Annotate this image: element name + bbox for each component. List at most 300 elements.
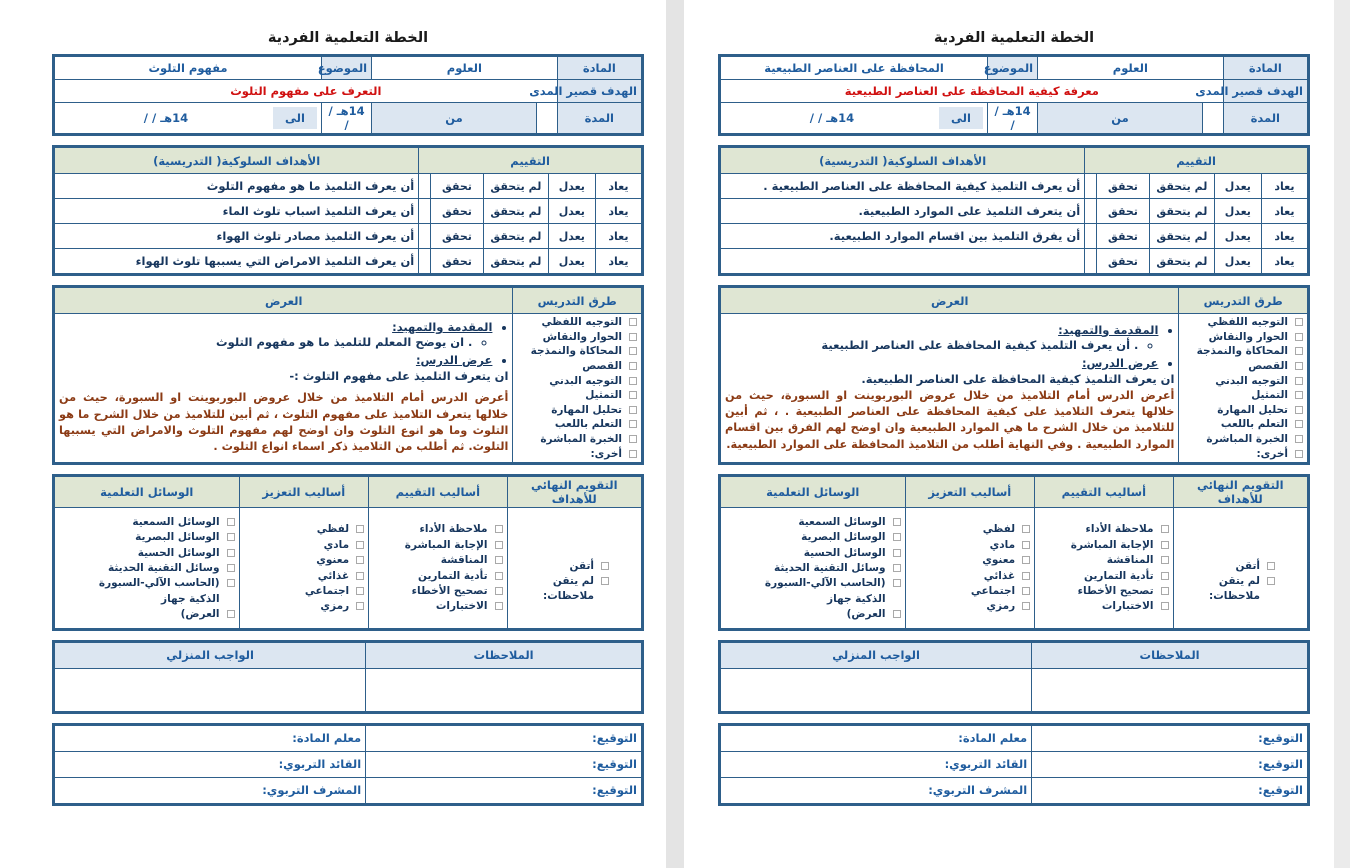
objective-text[interactable]: أن يعرف التلميذ اسباب تلوث الماء: [54, 199, 419, 224]
checkbox-placeholder: [1267, 592, 1275, 600]
checkbox-icon[interactable]: [893, 549, 901, 557]
objective-text[interactable]: أن يفرق التلميذ بين اقسام الموارد الطبيعية.: [720, 224, 1085, 249]
topic-value[interactable]: المحافظة على العناصر الطبيعية: [720, 56, 988, 80]
eval-modify-cell[interactable]: يعدل: [548, 174, 595, 199]
checkbox-icon[interactable]: [1161, 525, 1169, 533]
lesson-bullet-list: [59, 353, 508, 367]
checkbox-icon[interactable]: [1295, 362, 1303, 370]
teaching-method-option[interactable]: [1183, 359, 1303, 374]
eval-repeat-cell[interactable]: يعاد: [1261, 199, 1308, 224]
teaching-aid-option-label: (الحاسب الآلي-السبورة: [764, 577, 886, 590]
eval-not-done-cell[interactable]: لم يتحقق: [484, 224, 549, 249]
checkbox-icon[interactable]: [495, 602, 503, 610]
signature-table: [718, 723, 1310, 806]
table-row: [720, 249, 1309, 275]
teaching-aid-option[interactable]: [725, 529, 901, 544]
final-evaluation-option-label: لم يتقن: [552, 574, 594, 587]
checkbox-icon[interactable]: [629, 377, 637, 385]
eval-done-cell[interactable]: تحقق: [1097, 224, 1150, 249]
checkbox-icon[interactable]: [1022, 572, 1030, 580]
eval-spacer: [1085, 199, 1097, 224]
reinforcement-option[interactable]: [910, 599, 1031, 614]
checkbox-icon[interactable]: [629, 362, 637, 370]
assessment-option[interactable]: [373, 522, 502, 537]
checkbox-icon[interactable]: [1022, 525, 1030, 533]
assessment-option[interactable]: [373, 537, 502, 552]
final-evaluation-option[interactable]: [1178, 558, 1303, 573]
assessment-option[interactable]: [1039, 583, 1168, 598]
eval-done-cell[interactable]: تحقق: [431, 199, 484, 224]
teaching-method-option[interactable]: [517, 344, 637, 359]
final-evaluation-header: التقويم النهائي للأهداف: [1173, 475, 1308, 507]
assessment-option[interactable]: [1039, 568, 1168, 583]
eval-done-cell[interactable]: تحقق: [1097, 249, 1150, 275]
objective-text[interactable]: أن يعرف التلميذ الامراض التي يسببها تلوث الهواء: [54, 249, 419, 275]
homework-block: [718, 640, 1310, 714]
header-info-table: [718, 54, 1310, 136]
assessment-option[interactable]: [373, 599, 502, 614]
eval-modify-cell[interactable]: يعدل: [548, 224, 595, 249]
signature-role: القائد التربوي:: [54, 751, 366, 777]
assessment-option-label: تأدية التمارين: [418, 569, 488, 582]
table-row: [54, 147, 643, 174]
assessment-option-label: الاختبارات: [435, 600, 488, 613]
eval-not-done-cell[interactable]: لم يتحقق: [1150, 249, 1215, 275]
teaching-method-option[interactable]: [1183, 315, 1303, 330]
lesson-heading: • عرض الدرس:: [59, 353, 492, 367]
duration-to-label: الى: [939, 107, 983, 129]
checkbox-icon[interactable]: [1295, 377, 1303, 385]
signature-field[interactable]: التوقيع:: [1032, 751, 1309, 777]
teaching-method-option[interactable]: [517, 315, 637, 330]
table-row: [54, 475, 643, 507]
duration-to-cell: [720, 103, 988, 135]
table-row: [720, 751, 1309, 777]
final-evaluation-option-label: لم يتقن: [1218, 574, 1260, 587]
teaching-method-option[interactable]: [517, 388, 637, 403]
checkbox-icon[interactable]: [1161, 541, 1169, 549]
intro-heading: • المقدمة والتمهيد:: [725, 323, 1158, 337]
checkbox-icon[interactable]: [227, 610, 235, 618]
objectives-table: [52, 145, 644, 276]
checkbox-icon[interactable]: [1022, 587, 1030, 595]
objective-text[interactable]: أن يعرف التلميذ مصادر تلوث الهواء: [54, 224, 419, 249]
signature-field[interactable]: التوقيع:: [366, 777, 643, 804]
signature-field[interactable]: التوقيع:: [366, 751, 643, 777]
notes-input-area[interactable]: [366, 668, 643, 712]
assessment-option-label: الإجابة المباشرة: [404, 538, 488, 551]
lesson-bullet-list: [725, 356, 1174, 370]
signature-field[interactable]: التوقيع:: [1032, 777, 1309, 804]
duration-to-value[interactable]: 14هـ / /: [143, 111, 189, 125]
reinforcement-option[interactable]: [244, 537, 365, 552]
teaching-method-option-label: الخبرة المباشرة: [540, 433, 622, 446]
checkbox-icon[interactable]: [227, 549, 235, 557]
final-evaluation-option[interactable]: [1178, 589, 1303, 604]
teaching-aid-option[interactable]: [725, 560, 901, 575]
checkbox-icon[interactable]: [356, 602, 364, 610]
checkbox-icon[interactable]: [1295, 347, 1303, 355]
checkbox-icon[interactable]: [629, 333, 637, 341]
checkbox-icon[interactable]: [893, 518, 901, 526]
final-evaluation-list: [512, 558, 637, 604]
assessment-option[interactable]: [1039, 599, 1168, 614]
teaching-aid-option[interactable]: [59, 560, 235, 575]
notes-input-area[interactable]: [1032, 668, 1309, 712]
eval-repeat-cell[interactable]: يعاد: [595, 174, 642, 199]
table-row: [720, 777, 1309, 804]
objective-text[interactable]: [720, 249, 1085, 275]
teaching-method-option[interactable]: [1183, 417, 1303, 432]
duration-spacer: [1203, 103, 1224, 135]
reinforcement-option[interactable]: [910, 553, 1031, 568]
assessment-option-label: المناقشة: [440, 554, 488, 567]
final-evaluation-option-label: ملاحظات:: [543, 590, 594, 603]
teaching-aid-option-label: الوسائل البصرية: [801, 531, 886, 544]
means-table: [718, 474, 1310, 631]
topic-label: الموضوع: [988, 56, 1038, 80]
checkbox-placeholder: [893, 595, 901, 603]
eval-not-done-cell[interactable]: لم يتحقق: [484, 249, 549, 275]
teaching-method-option[interactable]: [1183, 403, 1303, 418]
final-evaluation-list: [1178, 558, 1303, 604]
final-evaluation-option[interactable]: [512, 589, 637, 604]
reinforcement-option-label: معنوي: [982, 554, 1016, 567]
intro-bullet-list: [725, 323, 1174, 337]
checkbox-icon[interactable]: [1295, 391, 1303, 399]
eval-repeat-cell[interactable]: يعاد: [595, 224, 642, 249]
teaching-aid-option[interactable]: [725, 514, 901, 529]
evaluation-header: التقييم: [1085, 147, 1309, 174]
checkbox-icon[interactable]: [1295, 450, 1303, 458]
teaching-method-option-label: القصص: [582, 360, 622, 373]
checkbox-icon[interactable]: [495, 541, 503, 549]
reinforcement-option[interactable]: [244, 583, 365, 598]
teaching-aid-option-label: وسائل التقنية الحديثة: [108, 561, 220, 574]
eval-spacer: [1085, 224, 1097, 249]
checkbox-icon[interactable]: [629, 420, 637, 428]
checkbox-icon[interactable]: [629, 406, 637, 414]
checkbox-icon[interactable]: [1267, 562, 1275, 570]
header-info-block: [718, 54, 1310, 136]
eval-repeat-cell[interactable]: يعاد: [595, 199, 642, 224]
eval-not-done-cell[interactable]: لم يتحقق: [1150, 199, 1215, 224]
assessment-option[interactable]: [373, 583, 502, 598]
table-row: [54, 724, 643, 751]
eval-modify-cell[interactable]: يعدل: [548, 199, 595, 224]
teaching-method-option-label: التمثيل: [1251, 389, 1288, 402]
reinforcement-option[interactable]: [244, 568, 365, 583]
table-row: [54, 80, 643, 103]
checkbox-icon[interactable]: [495, 572, 503, 580]
teaching-aid-option[interactable]: [59, 591, 235, 606]
short-goal-value[interactable]: معرفة كيفية المحافظة على العناصر الطبيعية: [720, 80, 1224, 103]
reinforcement-option[interactable]: [910, 583, 1031, 598]
eval-repeat-cell[interactable]: يعاد: [1261, 174, 1308, 199]
teaching-method-option-label: التمثيل: [585, 389, 622, 402]
reinforcement-option-label: غذائي: [983, 569, 1016, 582]
final-evaluation-cell: [507, 507, 642, 629]
teaching-method-option[interactable]: [517, 359, 637, 374]
evaluation-header: التقييم: [419, 147, 643, 174]
checkbox-placeholder: [601, 592, 609, 600]
presentation-content: [59, 320, 508, 456]
homework-header: الواجب المنزلي: [54, 641, 366, 668]
intro-bullet-list: [59, 320, 508, 334]
teaching-method-option[interactable]: [517, 446, 637, 461]
eval-not-done-cell[interactable]: لم يتحقق: [1150, 174, 1215, 199]
eval-spacer: [1085, 174, 1097, 199]
teaching-aid-option[interactable]: [59, 576, 235, 591]
teaching-aid-option-label: العرض): [846, 608, 886, 621]
teaching-method-option[interactable]: [1183, 432, 1303, 447]
reinforcement-option[interactable]: [244, 599, 365, 614]
teaching-method-option-label: تحليل المهارة: [551, 403, 622, 416]
checkbox-icon[interactable]: [1295, 406, 1303, 414]
final-evaluation-option[interactable]: [1178, 573, 1303, 588]
teaching-aid-option-label: الوسائل السمعية: [798, 515, 886, 528]
table-row: [720, 641, 1309, 668]
teaching-method-option[interactable]: [517, 330, 637, 345]
objectives-table: [718, 145, 1310, 276]
table-row: [54, 224, 643, 249]
checkbox-icon[interactable]: [1295, 435, 1303, 443]
teaching-method-option-label: التعلم باللعب: [554, 418, 622, 431]
teaching-aid-option-label: وسائل التقنية الحديثة: [774, 561, 886, 574]
topic-value[interactable]: مفهوم التلوث: [54, 56, 322, 80]
signature-role: معلم المادة:: [54, 724, 366, 751]
signature-role: القائد التربوي:: [720, 751, 1032, 777]
teaching-aid-option[interactable]: [725, 591, 901, 606]
reinforcement-methods-cell: [239, 507, 369, 629]
right-margin-strip: [1334, 0, 1350, 868]
teaching-method-option[interactable]: [517, 373, 637, 388]
checkbox-icon[interactable]: [893, 533, 901, 541]
checkbox-icon[interactable]: [893, 579, 901, 587]
teaching-method-option[interactable]: [517, 417, 637, 432]
final-evaluation-option[interactable]: [512, 573, 637, 588]
teaching-aid-option[interactable]: [59, 514, 235, 529]
checkbox-icon[interactable]: [1022, 602, 1030, 610]
checkbox-icon[interactable]: [629, 435, 637, 443]
subject-value[interactable]: العلوم: [1038, 56, 1224, 80]
presentation-table: [52, 285, 644, 465]
reinforcement-option[interactable]: [244, 522, 365, 537]
final-evaluation-option-label: ملاحظات:: [1209, 590, 1260, 603]
duration-from-value[interactable]: 14هـ / /: [322, 103, 372, 135]
checkbox-icon[interactable]: [1022, 541, 1030, 549]
teaching-methods-header: طرق التدريس: [513, 287, 643, 314]
assessment-option-label: الاختبارات: [1101, 600, 1154, 613]
lesson-paragraph: أعرض الدرس أمام التلاميذ من خلال عروض البوربوينت او السبورة، حيث من خلالها يتعرف التلاميذ على مفهوم التلوث ، ثم أبين للتلاميذ من خلال الشرح ما هو التلوث وما هو انوع التلوث وان اوضح لهم مفهوم التلوث والامراض التي يسببها التلوث. ثم أطلب من التلاميذ ذكر اسماء انواع التلوث .: [59, 391, 509, 454]
objectives-block: [52, 145, 644, 276]
teaching-aids-header: الوسائل التعلمية: [720, 475, 906, 507]
eval-not-done-cell[interactable]: لم يتحقق: [484, 199, 549, 224]
reinforcement-methods-header: أساليب التعزيز: [905, 475, 1035, 507]
checkbox-icon[interactable]: [629, 450, 637, 458]
checkbox-icon[interactable]: [601, 577, 609, 585]
teaching-aid-option-label: الوسائل البصرية: [135, 531, 220, 544]
teaching-method-option[interactable]: [1183, 446, 1303, 461]
eval-modify-cell[interactable]: يعدل: [1214, 199, 1261, 224]
checkbox-icon[interactable]: [356, 541, 364, 549]
eval-done-cell[interactable]: تحقق: [431, 249, 484, 275]
behavioral-objectives-header: الأهداف السلوكية( التدريسية): [720, 147, 1085, 174]
short-goal-label: الهدف قصير المدى: [557, 80, 642, 103]
assessment-option-label: تصحيح الأخطاء: [411, 585, 488, 598]
assessment-methods-list: [373, 522, 502, 614]
checkbox-icon[interactable]: [1161, 572, 1169, 580]
checkbox-icon[interactable]: [1295, 420, 1303, 428]
reinforcement-option[interactable]: [244, 553, 365, 568]
signature-field[interactable]: التوقيع:: [366, 724, 643, 751]
subject-value[interactable]: العلوم: [372, 56, 558, 80]
table-row: [54, 103, 643, 135]
assessment-methods-list: [1039, 522, 1168, 614]
teaching-aids-header: الوسائل التعلمية: [54, 475, 240, 507]
teaching-method-option-label: أخرى:: [590, 447, 622, 460]
reinforcement-option[interactable]: [910, 568, 1031, 583]
presentation-header: العرض: [720, 287, 1179, 314]
reinforcement-option[interactable]: [910, 537, 1031, 552]
eval-modify-cell[interactable]: يعدل: [1214, 249, 1261, 275]
checkbox-icon[interactable]: [893, 610, 901, 618]
checkbox-icon[interactable]: [227, 564, 235, 572]
table-row: [54, 56, 643, 80]
eval-spacer: [419, 199, 431, 224]
assessment-option[interactable]: [1039, 553, 1168, 568]
teaching-methods-list: [517, 315, 637, 461]
duration-from-label: من: [1038, 103, 1203, 135]
objective-text[interactable]: أن يتعرف التلميذ على الموارد الطبيعية.: [720, 199, 1085, 224]
checkbox-icon[interactable]: [1267, 577, 1275, 585]
checkbox-icon[interactable]: [1295, 318, 1303, 326]
eval-repeat-cell[interactable]: يعاد: [595, 249, 642, 275]
presentation-cell: [54, 314, 513, 464]
checkbox-icon[interactable]: [227, 533, 235, 541]
duration-from-value[interactable]: 14هـ / /: [988, 103, 1038, 135]
checkbox-icon[interactable]: [629, 318, 637, 326]
teaching-method-option[interactable]: [1183, 388, 1303, 403]
teaching-method-option[interactable]: [1183, 330, 1303, 345]
teaching-aid-option[interactable]: [59, 529, 235, 544]
homework-input-area[interactable]: [720, 668, 1032, 712]
teaching-aid-option-label: الوسائل الحسية: [137, 546, 220, 559]
checkbox-icon[interactable]: [356, 525, 364, 533]
signature-field[interactable]: التوقيع:: [1032, 724, 1309, 751]
signature-block: [52, 723, 644, 806]
checkbox-icon[interactable]: [601, 562, 609, 570]
checkbox-icon[interactable]: [356, 587, 364, 595]
checkbox-icon[interactable]: [495, 556, 503, 564]
duration-to-value[interactable]: 14هـ / /: [809, 111, 855, 125]
assessment-methods-header: أساليب التقييم: [1035, 475, 1173, 507]
assessment-option[interactable]: [373, 553, 502, 568]
eval-repeat-cell[interactable]: يعاد: [1261, 224, 1308, 249]
reinforcement-option-label: لفظي: [316, 523, 350, 536]
checkbox-icon[interactable]: [1295, 333, 1303, 341]
teaching-aid-option[interactable]: [725, 576, 901, 591]
eval-not-done-cell[interactable]: لم يتحقق: [484, 174, 549, 199]
duration-to-cell: [54, 103, 322, 135]
final-evaluation-header: التقويم النهائي للأهداف: [507, 475, 642, 507]
teaching-aid-option[interactable]: [59, 606, 235, 621]
teaching-method-option[interactable]: [517, 403, 637, 418]
eval-modify-cell[interactable]: يعدل: [1214, 224, 1261, 249]
teaching-aid-option[interactable]: [725, 606, 901, 621]
teaching-method-option[interactable]: [517, 432, 637, 447]
checkbox-icon[interactable]: [1161, 587, 1169, 595]
checkbox-icon[interactable]: [1161, 602, 1169, 610]
checkbox-icon[interactable]: [1161, 556, 1169, 564]
eval-done-cell[interactable]: تحقق: [431, 224, 484, 249]
assessment-option[interactable]: [373, 568, 502, 583]
table-row: [720, 147, 1309, 174]
checkbox-icon[interactable]: [227, 579, 235, 587]
eval-modify-cell[interactable]: يعدل: [1214, 174, 1261, 199]
checkbox-icon[interactable]: [1022, 556, 1030, 564]
eval-spacer: [419, 224, 431, 249]
eval-spacer: [419, 249, 431, 275]
checkbox-icon[interactable]: [629, 391, 637, 399]
duration-label: المدة: [1223, 103, 1308, 135]
teaching-aid-option-label: العرض): [180, 608, 220, 621]
assessment-option[interactable]: [1039, 537, 1168, 552]
table-row: [720, 199, 1309, 224]
eval-done-cell[interactable]: تحقق: [1097, 199, 1150, 224]
checkbox-icon[interactable]: [495, 525, 503, 533]
page-title: الخطة التعلمية الفردية: [933, 30, 1095, 46]
eval-done-cell[interactable]: تحقق: [1097, 174, 1150, 199]
objective-text[interactable]: أن يعرف التلميذ كيفية المحافظة على العناصر الطبيعية .: [720, 174, 1085, 199]
teaching-aids-cell: [54, 507, 240, 629]
eval-not-done-cell[interactable]: لم يتحقق: [1150, 224, 1215, 249]
teaching-aid-option[interactable]: [725, 545, 901, 560]
short-goal-value[interactable]: التعرف على مفهوم التلوث: [54, 80, 558, 103]
checkbox-icon[interactable]: [893, 564, 901, 572]
duration-spacer: [537, 103, 558, 135]
plan-sheet-right: [718, 30, 1310, 815]
assessment-option-label: تصحيح الأخطاء: [1077, 585, 1154, 598]
eval-spacer: [419, 174, 431, 199]
reinforcement-methods-list: [244, 522, 365, 614]
checkbox-icon[interactable]: [629, 347, 637, 355]
eval-repeat-cell[interactable]: يعاد: [1261, 249, 1308, 275]
teaching-aid-option-label: الوسائل الحسية: [803, 546, 886, 559]
presentation-block: [718, 285, 1310, 465]
eval-done-cell[interactable]: تحقق: [431, 174, 484, 199]
checkbox-icon[interactable]: [356, 572, 364, 580]
teaching-aid-option[interactable]: [59, 545, 235, 560]
checkbox-icon[interactable]: [495, 587, 503, 595]
teaching-method-option[interactable]: [1183, 373, 1303, 388]
checkbox-icon[interactable]: [227, 518, 235, 526]
eval-modify-cell[interactable]: يعدل: [548, 249, 595, 275]
objective-text[interactable]: أن يعرف التلميذ ما هو مفهوم التلوث: [54, 174, 419, 199]
teaching-method-option[interactable]: [1183, 344, 1303, 359]
final-evaluation-option[interactable]: [512, 558, 637, 573]
reinforcement-option-label: اجتماعي: [970, 585, 1016, 598]
signature-role: المشرف التربوي:: [54, 777, 366, 804]
homework-table: [52, 640, 644, 714]
homework-input-area[interactable]: [54, 668, 366, 712]
reinforcement-option[interactable]: [910, 522, 1031, 537]
checkbox-icon[interactable]: [356, 556, 364, 564]
document-page-right: [684, 0, 1334, 868]
teaching-methods-header: طرق التدريس: [1179, 287, 1309, 314]
lesson-lead: ان يتعرف التلميذ على مفهوم التلوث :-: [289, 369, 509, 384]
assessment-option[interactable]: [1039, 522, 1168, 537]
